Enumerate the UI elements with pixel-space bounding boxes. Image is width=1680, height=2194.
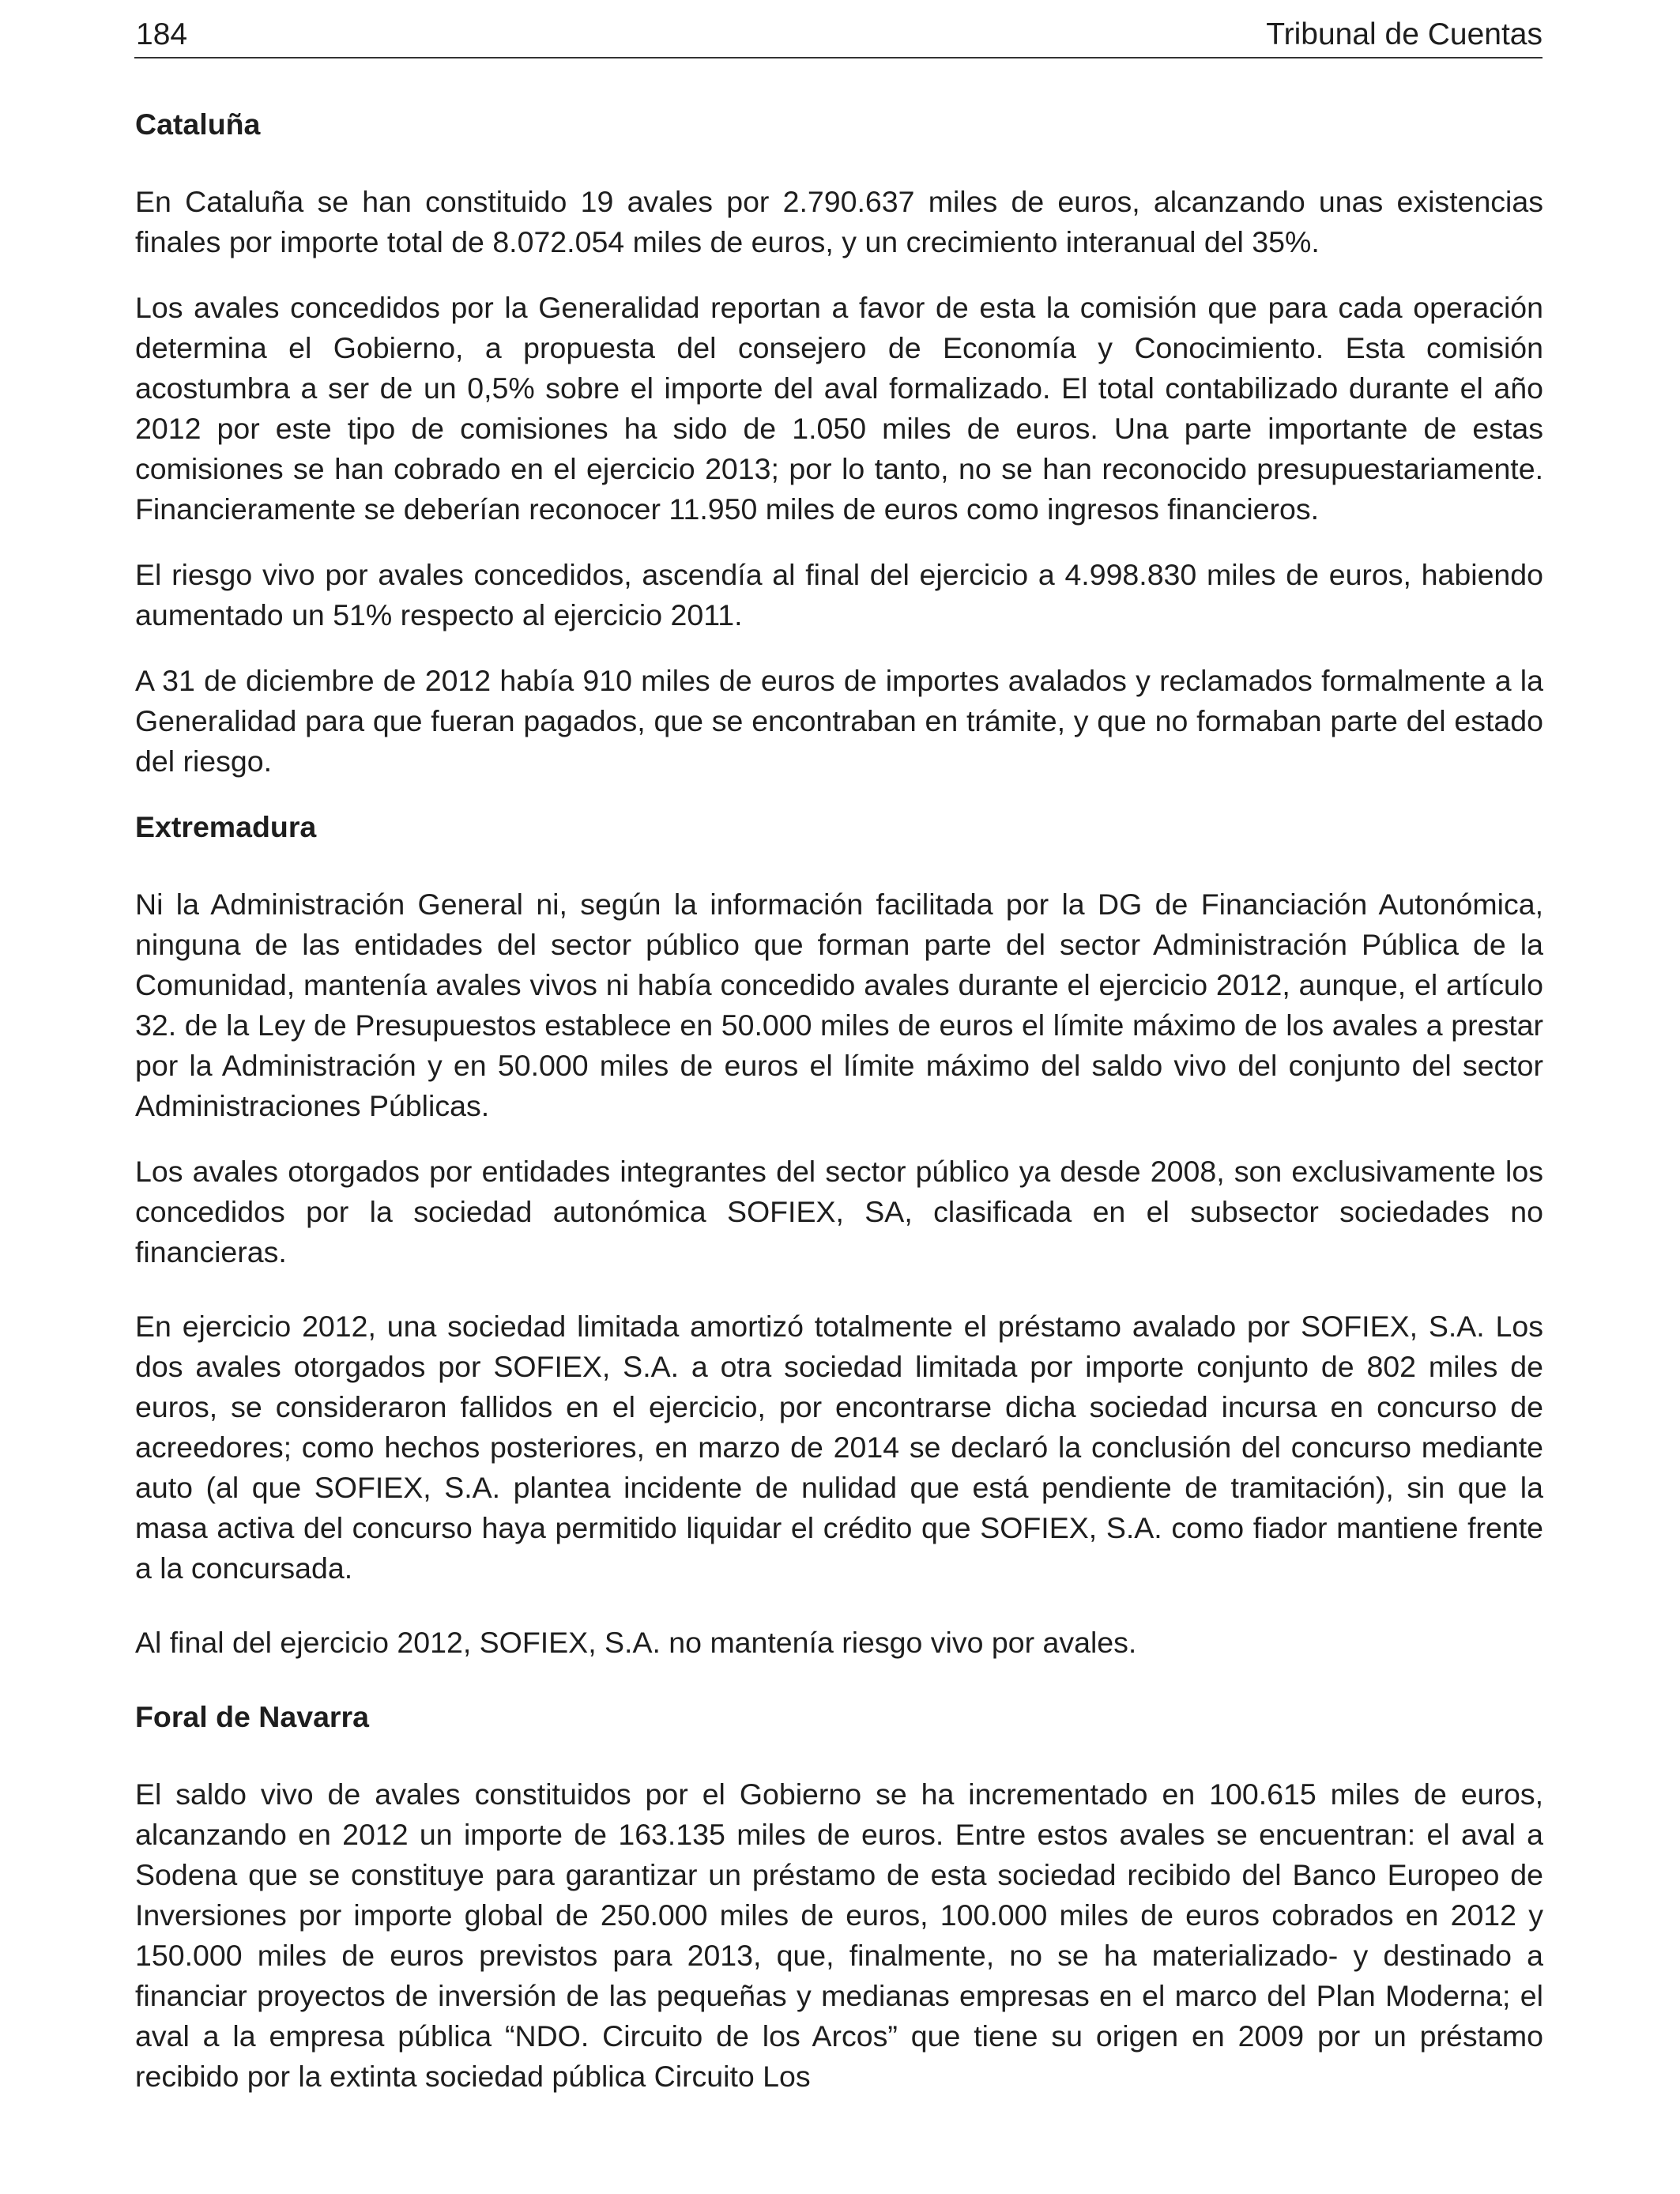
running-title: Tribunal de Cuentas [1266,17,1543,51]
paragraph-extremadura-1: Ni la Administración General ni, según la información facilitada por la DG de Financiación Autonómica, ninguna de las entidades del sector público que forman parte del sector Administración Pública de la Comunidad, mantenía avales vivos ni había concedido avales durante el ejercicio 2012, aunque, el artículo 32. de la Ley de Presupuestos establece en 50.000 miles de euros el límite máximo de los avales a prestar por la Administración y en 50.000 miles de euros el límite máximo del saldo vivo del conjunto del sector Administraciones Públicas. [135,888,1543,1122]
section-heading-extremadura: Extremadura [135,810,317,843]
page-number: 184 [136,17,188,51]
paragraph-extremadura-4: Al final del ejercicio 2012, SOFIEX, S.A. no mantenía riesgo vivo por avales. [135,1626,1137,1659]
paragraph-extremadura-2: Los avales otorgados por entidades integrantes del sector público ya desde 2008, son exclusivamente los concedidos por la sociedad autonómica SOFIEX, SA, clasificada en el subsector sociedades no financieras. [135,1155,1543,1269]
paragraph-cataluna-2: Los avales concedidos por la Generalidad reportan a favor de esta la comisión que para cada operación determina el Gobierno, a propuesta del consejero de Economía y Conocimiento. Esta comisión acostumbra a ser de un 0,5% sobre el importe del aval formalizado. El total contabilizado durante el año 2012 por este tipo de comisiones ha sido de 1.050 miles de euros. Una parte importante de estas comisiones se han cobrado en el ejercicio 2013; por lo tanto, no se han reconocido presupuestariamente. Financieramente se deberían reconocer 11.950 miles de euros como ingresos financieros. [135,291,1543,526]
paragraph-cataluna-3: El riesgo vivo por avales concedidos, ascendía al final del ejercicio a 4.998.830 miles de euros, habiendo aumentado un 51% respecto al ejercicio 2011. [135,558,1543,631]
section-heading-cataluna: Cataluña [135,107,261,141]
paragraph-cataluna-4: A 31 de diciembre de 2012 había 910 miles de euros de importes avalados y reclamados formalmente a la Generalidad para que fueran pagados, que se encontraban en trámite, y que no formaban parte del estado del riesgo. [135,664,1543,778]
paragraph-cataluna-1: En Cataluña se han constituido 19 avales por 2.790.637 miles de euros, alcanzando unas existencias finales por importe total de 8.072.054 miles de euros, y un crecimiento interanual del 35%. [135,185,1543,258]
paragraph-navarra-1: El saldo vivo de avales constituidos por el Gobierno se ha incrementado en 100.615 miles de euros, alcanzando en 2012 un importe de 163.135 miles de euros. Entre estos avales se encuentran: el aval a Sodena que se constituye para garantizar un préstamo de esta sociedad recibido del Banco Europeo de Inversiones por importe global de 250.000 miles de euros, 100.000 miles de euros cobrados en 2012 y 150.000 miles de euros previstos para 2013, que, finalmente, no se ha materializado- y destinado a financiar proyectos de inversión de las pequeñas y medianas empresas en el marco del Plan Moderna; el aval a la empresa pública “NDO. Circuito de los Arcos” que tiene su origen en 2009 por un préstamo recibido por la extinta sociedad pública Circuito Los [135,1777,1543,2093]
section-heading-navarra: Foral de Navarra [135,1700,369,1733]
paragraph-extremadura-3: En ejercicio 2012, una sociedad limitada amortizó totalmente el préstamo avalado por SOFIEX, S.A. Los dos avales otorgados por SOFIEX, S.A. a otra sociedad limitada por importe conjunto de 802 miles de euros, se consideraron fallidos en el ejercicio, por encontrarse dicha sociedad incursa en concurso de acreedores; como hechos posteriores, en marzo de 2014 se declaró la conclusión del concurso mediante auto (al que SOFIEX, S.A. plantea incidente de nulidad que está pendiente de tramitación), sin que la masa activa del concurso haya permitido liquidar el crédito que SOFIEX, S.A. como fiador mantiene frente a la concursada. [135,1310,1543,1585]
page-header [134,11,1543,58]
page-body [135,104,1543,2097]
